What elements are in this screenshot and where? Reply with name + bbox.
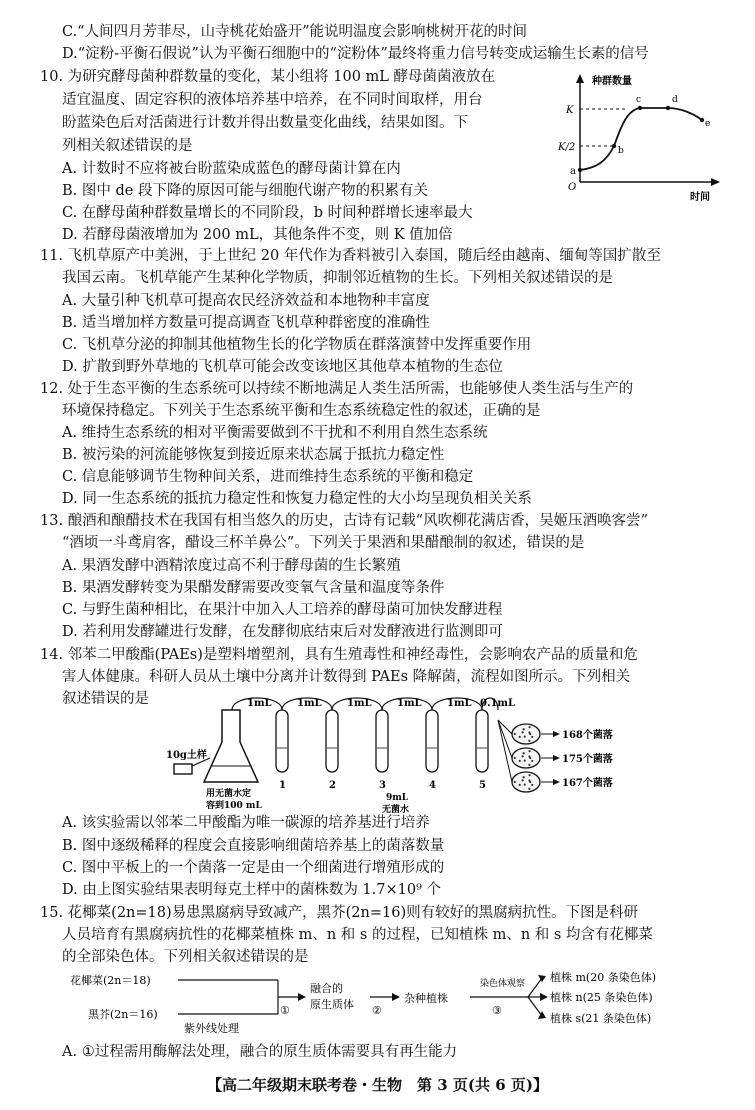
- colony-dot: [528, 755, 530, 757]
- plant-mustard-label: 黑芥(2n＝16): [88, 1008, 158, 1021]
- colony-dot: [519, 784, 521, 786]
- step-3-marker: ③: [492, 1004, 502, 1017]
- fused-protoplast-line-2: 原生质体: [310, 998, 354, 1011]
- petri-dish-icon: [512, 724, 540, 744]
- colony-dot: [529, 750, 531, 752]
- fused-protoplast-line-1: 融合的: [310, 982, 343, 995]
- plate-column: [498, 720, 613, 792]
- colony-dot: [529, 726, 531, 728]
- branch-n-head-icon: [540, 993, 548, 1001]
- colony-dot: [531, 736, 533, 738]
- colony-dot: [524, 783, 526, 785]
- test-tube-icon: [376, 710, 388, 772]
- q14-stem-line-1: 14. 邻苯二甲酸酯(PAEs)是塑料增塑剂，具有生殖毒性和神经毒性，会影响农产品的质量和危: [40, 647, 638, 663]
- petri-dish-icon: [512, 748, 540, 768]
- tube-number-label: 4: [429, 780, 436, 791]
- tube-number-label: 5: [479, 780, 486, 791]
- q10-growth-curve-graph: [556, 70, 726, 205]
- point-d-label: d: [672, 95, 678, 105]
- branch-m: [528, 978, 542, 997]
- y-axis-label: 种群数量: [592, 76, 632, 87]
- q11-stem-line-1: 11. 飞机草原产中美洲，于上世纪 20 年代作为香料被引入泰国，随后经由越南、缅甸等国扩散至: [40, 248, 661, 264]
- q9-option-d: D.“淀粉-平衡石假说”认为平衡石细胞中的“淀粉体”最终将重力信号转变成运输生长素的信号: [62, 46, 649, 62]
- q14-option-d: D. 由上图实验结果表明每克土样中的菌株数为 1.7×10⁹ 个: [62, 882, 442, 898]
- colony-dot: [523, 728, 525, 730]
- q14-dilution-diagram: [160, 696, 620, 826]
- colony-dot: [519, 736, 521, 738]
- colony-dot: [514, 781, 516, 783]
- transfer-volume-label: 1mL: [347, 698, 372, 709]
- q13-stem-line-2: “酒顷一斗鸢肩客，醋设三杯羊鼻公”。下列关于果酒和果醋酿制的叙述，错误的是: [62, 535, 585, 551]
- q10-option-b: B. 图中 de 段下降的原因可能与细胞代谢产物的积累有关: [62, 183, 428, 199]
- colony-dot: [529, 774, 531, 776]
- q12-option-a: A. 维持生态系统的相对平衡需要做到不干扰和不利用自然生态系统: [62, 425, 488, 441]
- colony-dot: [523, 752, 525, 754]
- test-tube-icon: [476, 710, 488, 772]
- point-b-label: b: [618, 146, 624, 156]
- colony-count-label: 167个菌落: [562, 778, 613, 789]
- q11-option-d: D. 扩散到野外草地的飞机草可能会改变该地区其他草本植物的生态位: [62, 359, 503, 375]
- q10-stem-line-1: 10. 为研究酵母菌种群数量的变化，某小组将 100 mL 酵母菌菌液放在: [40, 69, 496, 85]
- tube-row: [232, 698, 515, 791]
- q10-stem-line-4: 列相关叙述错误的是: [62, 138, 193, 154]
- q15-stem-line-2: 人员培育有黑腐病抗性的花椰菜植株 m、n 和 s 的过程，已知植株 m、n 和 s 均含有花椰菜: [62, 927, 653, 943]
- q12-option-d: D. 同一生态系统的抵抗力稳定性和恢复力稳定性的大小均呈现负相关关系: [62, 491, 532, 507]
- q15-stem-line-3: 的全部染色体。下列相关叙述错误的是: [62, 949, 309, 965]
- result-plant-n: 植株 n(25 条染色体): [550, 991, 653, 1004]
- q12-stem-line-2: 环境保持稳定。下列关于生态系统平衡和生态系统稳定性的叙述，正确的是: [62, 403, 541, 419]
- colony-dot: [524, 759, 526, 761]
- q13-stem-line-1: 13. 酿酒和酿醋技术在我国有相当悠久的历史，古诗有记载“风吹柳花满店香，吴姬压酒唤客尝”: [40, 513, 648, 529]
- arrow-head-icon: [553, 731, 560, 737]
- y-axis-arrow-icon: [576, 74, 584, 83]
- q13-option-c: C. 与野生菌种相比，在果汁中加入人工培养的酵母菌可加快发酵进程: [62, 602, 503, 618]
- step-1-marker: ①: [280, 1004, 290, 1017]
- q13-option-a: A. 果酒发酵中酒精浓度过高不利于酵母菌的生长繁殖: [62, 558, 401, 574]
- flask-note-line-1: 用无菌水定: [206, 789, 252, 799]
- q15-hybrid-diagram: [66, 966, 716, 1042]
- arrow-head-icon: [553, 755, 560, 761]
- point-c: [638, 106, 642, 110]
- q10-stem-line-3: 盼蓝染色后对活菌进行计数并得出数量变化曲线，结果如图。下: [62, 115, 468, 131]
- half-k-tick-label: K/2: [558, 142, 576, 153]
- flask-note-line-2: 容到100 mL: [206, 801, 262, 811]
- tube-number-label: 3: [379, 780, 386, 791]
- q11-option-c: C. 飞机草分泌的抑制其他植物生长的化学物质在群落演替中发挥重要作用: [62, 337, 532, 353]
- colony-dot: [522, 755, 524, 757]
- result-plant-m: 植株 m(20 条染色体): [550, 971, 657, 984]
- chromosome-check-label: 染色体观察: [480, 979, 526, 989]
- q13-option-b: B. 果酒发酵转变为果醋发酵需要改变氧气含量和温度等条件: [62, 580, 445, 596]
- q10-option-d: D. 若酵母菌液增加为 200 mL，其他条件不变，则 K 值加倍: [62, 227, 453, 243]
- colony-dot: [519, 760, 521, 762]
- colony-dot: [514, 757, 516, 759]
- water-note-line-1: 9mL: [386, 793, 409, 803]
- arrow-step-1-head-icon: [298, 993, 306, 1001]
- flask-icon: [204, 710, 258, 782]
- colony-count-label: 168个菌落: [562, 730, 613, 741]
- uv-treatment-label: 紫外线处理: [184, 1022, 239, 1035]
- plant-cauliflower-label: 花椰菜(2n＝18): [70, 974, 151, 987]
- hybrid-plant-label: 杂种植株: [404, 992, 448, 1005]
- q12-option-c: C. 信息能够调节生物种间关系，进而维持生态系统的平衡和稳定: [62, 469, 474, 485]
- point-b: [612, 144, 616, 148]
- colony-dot: [531, 760, 533, 762]
- q15-option-a: A. ①过程需用酶解法处理，融合的原生质体需要具有再生能力: [62, 1044, 458, 1060]
- q14-option-a: A. 该实验需以邻苯二甲酸酯为唯一碳源的培养基进行培养: [62, 815, 430, 831]
- transfer-volume-label: 1mL: [397, 698, 422, 709]
- origin-label: O: [568, 182, 577, 193]
- x-axis-label: 时间: [690, 192, 710, 203]
- colony-dot: [528, 764, 530, 766]
- q12-stem-line-1: 12. 处于生态平衡的生态系统可以持续不断地满足人类生活所需，也能够使人类生活与生产的: [40, 381, 634, 397]
- q11-option-a: A. 大量引种飞机草可提高农民经济效益和本地物种丰富度: [62, 293, 430, 309]
- point-e: [700, 118, 704, 122]
- q14-option-b: B. 图中逐级稀释的程度会直接影响细菌培养基上的菌落数量: [62, 838, 445, 854]
- q9-option-c: C.“人间四月芳菲尽，山寺桃花始盛开”能说明温度会影响桃树开花的时间: [62, 24, 528, 40]
- q13-option-d: D. 若利用发酵罐进行发酵，在发酵彻底结束后对发酵液进行监测即可: [62, 624, 503, 640]
- growth-curve: [580, 108, 702, 170]
- transfer-volume-label: 1mL: [247, 698, 272, 709]
- q11-option-b: B. 适当增加样方数量可提高调查飞机草种群密度的准确性: [62, 315, 430, 331]
- a-tick-label: a: [570, 166, 576, 177]
- colony-count-label: 175个菌落: [562, 754, 613, 765]
- q14-stem-line-2: 害人体健康。科研人员从土壤中分离并计数得到 PAEs 降解菌，流程如图所示。下列相关: [62, 669, 631, 685]
- branch-s: [528, 997, 542, 1016]
- point-d: [666, 106, 670, 110]
- colony-dot: [523, 776, 525, 778]
- colony-dot: [528, 779, 530, 781]
- colony-dot: [528, 731, 530, 733]
- tube-number-label: 2: [329, 780, 336, 791]
- q14-option-c: C. 图中平板上的一个菌落一定是由一个细菌进行增殖形成的: [62, 860, 445, 876]
- transfer-volume-label: 1mL: [297, 698, 322, 709]
- x-axis-arrow-icon: [711, 178, 720, 186]
- soil-container-icon: [174, 764, 192, 774]
- q10-stem-line-2: 适宜温度、固定容积的液体培养基中培养，在不同时间取样，用台: [62, 92, 483, 108]
- q15-stem-line-1: 15. 花椰菜(2n=18)易患黑腐病导致减产，黑芥(2n=16)则有较好的黑腐病抗性。下图是科研: [40, 905, 639, 921]
- colony-dot: [524, 735, 526, 737]
- transfer-volume-label: 0.1mL: [480, 698, 516, 709]
- q10-option-a: A. 计数时不应将被台盼蓝染成蓝色的酵母菌计算在内: [62, 161, 401, 177]
- arrow-step-2-head-icon: [392, 993, 400, 1001]
- point-e-label: e: [705, 119, 711, 129]
- tube-number-label: 1: [279, 780, 286, 791]
- test-tube-icon: [326, 710, 338, 772]
- q10-option-c: C. 在酵母菌种群数量增长的不同阶段，b 时间种群增长速率最大: [62, 205, 473, 221]
- arrow-head-icon: [553, 779, 560, 785]
- page-footer: 【高二年级期末联考卷・生物 第 3 页(共 6 页)】: [207, 1076, 548, 1094]
- point-c-label: c: [636, 95, 642, 105]
- colony-dot: [522, 731, 524, 733]
- k-tick-label: K: [566, 105, 574, 116]
- colony-dot: [514, 733, 516, 735]
- petri-dish-icon: [512, 772, 540, 792]
- colony-dot: [528, 740, 530, 742]
- q11-stem-line-2: 我国云南。飞机草能产生某种化学物质，抑制邻近植物的生长。下列相关叙述错误的是: [62, 270, 613, 286]
- q12-option-b: B. 被污染的河流能够恢复到接近原来状态属于抵抗力稳定性: [62, 447, 445, 463]
- test-tube-icon: [426, 710, 438, 772]
- point-a: [578, 168, 582, 172]
- colony-dot: [528, 788, 530, 790]
- transfer-volume-label: 1mL: [447, 698, 472, 709]
- colony-dot: [531, 784, 533, 786]
- step-2-marker: ②: [372, 1004, 382, 1017]
- result-plant-s: 植株 s(21 条染色体): [550, 1012, 652, 1025]
- colony-dot: [522, 779, 524, 781]
- q14-stem-line-3: 叙述错误的是: [62, 691, 149, 707]
- test-tube-icon: [276, 710, 288, 772]
- water-note-line-2: 无菌水: [382, 805, 410, 815]
- soil-sample-label: 10g土样: [166, 750, 207, 761]
